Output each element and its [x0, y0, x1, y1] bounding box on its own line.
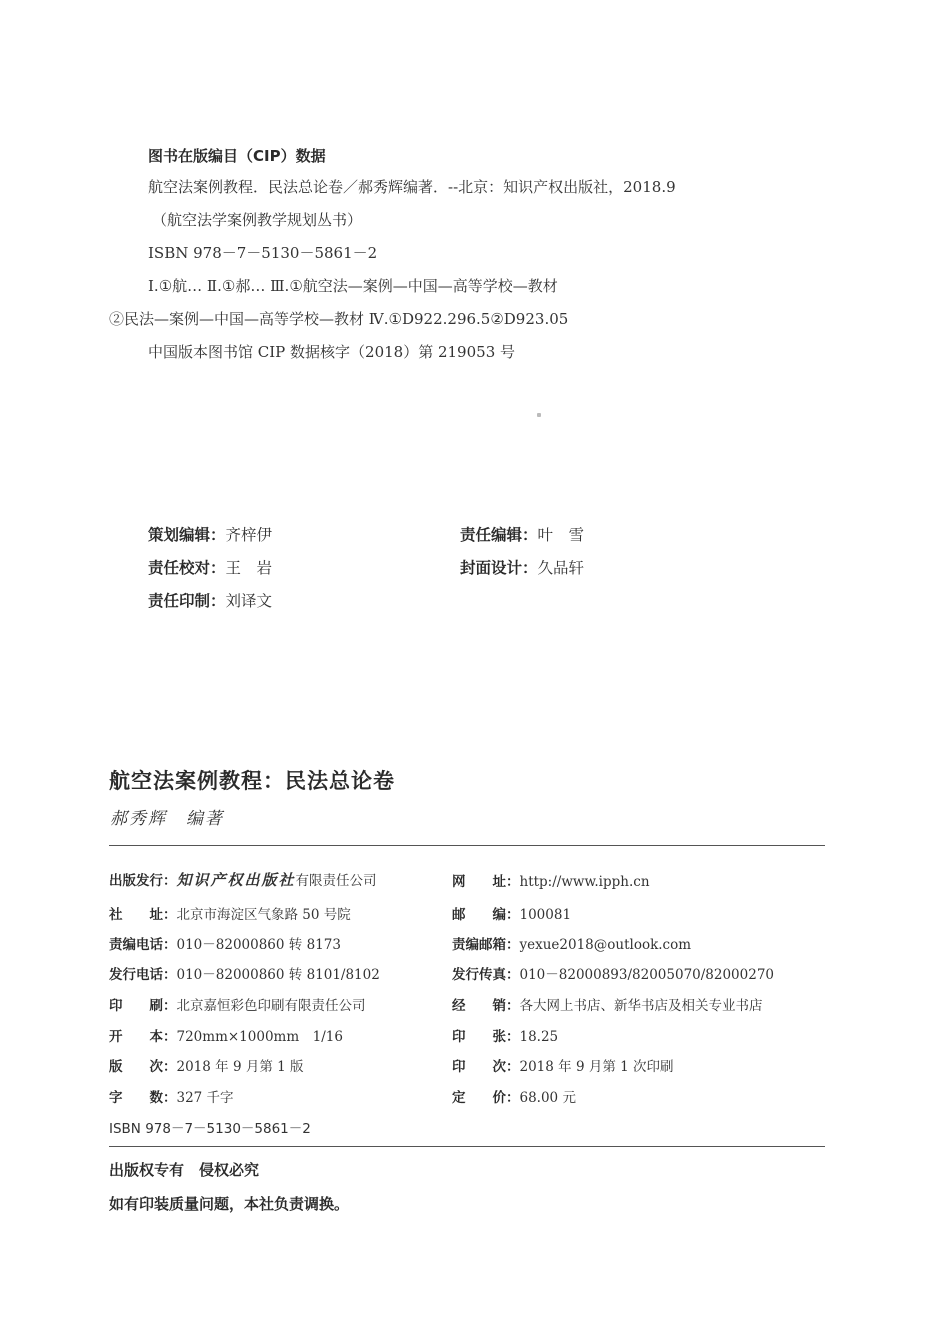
quality-notice: 如有印装质量问题，本社负责调换。 — [109, 1195, 350, 1213]
word-count-value: 327 千字 — [176, 1090, 234, 1106]
dist-fax-row — [452, 963, 774, 983]
cip-line-3: ISBN 978－7－5130－5861－2 — [148, 244, 378, 262]
dist-fax-label: 发行传真： — [452, 967, 520, 983]
address-label: 社 址： — [109, 907, 177, 923]
planning-editor — [148, 523, 272, 545]
distributor-label: 经 销： — [452, 998, 520, 1014]
word-count-label: 字 数： — [109, 1090, 177, 1106]
cip-line-5: ②民法—案例—中国—高等学校—教材 Ⅳ.①D922.296.5②D923.05 — [109, 310, 569, 328]
editor-email-label: 责编邮箱： — [452, 937, 520, 953]
publisher-label: 出版发行： — [109, 873, 177, 889]
format-row — [109, 1025, 343, 1045]
printing-row — [452, 1055, 674, 1075]
edition-label: 版 次： — [109, 1059, 177, 1075]
print-supervisor-value: 刘译文 — [225, 592, 273, 610]
printer-value: 北京嘉恒彩色印刷有限责任公司 — [176, 998, 366, 1014]
sheets-value: 18.25 — [519, 1029, 559, 1045]
website-row — [452, 870, 650, 890]
postcode-row — [452, 903, 571, 923]
price-value: 68.00 元 — [519, 1090, 576, 1106]
print-supervisor-label: 责任印制： — [148, 592, 226, 610]
cip-heading: 图书在版编目（CIP）数据 — [148, 147, 326, 165]
dist-phone-row — [109, 963, 380, 983]
divider-top — [109, 845, 825, 846]
editor-email-row — [452, 933, 691, 953]
divider-bottom — [109, 1146, 825, 1147]
print-supervisor — [148, 589, 272, 611]
responsible-editor-value: 叶 雪 — [537, 526, 585, 544]
address-row — [109, 903, 351, 923]
proofreader — [148, 556, 272, 578]
cip-line-2: （航空法学案例教学规划丛书） — [152, 211, 363, 229]
book-title: 航空法案例教程：民法总论卷 — [109, 769, 395, 793]
publisher-row — [109, 869, 377, 890]
cover-design-label: 封面设计： — [460, 559, 538, 577]
editor-phone-value: 010－82000860 转 8173 — [176, 937, 341, 953]
cip-line-1: 航空法案例教程．民法总论卷／郝秀辉编著．--北京：知识产权出版社，2018.9 — [148, 178, 676, 196]
sheets-row — [452, 1025, 558, 1045]
planning-editor-label: 策划编辑： — [148, 526, 226, 544]
planning-editor-value: 齐梓伊 — [225, 526, 273, 544]
dist-phone-value: 010－82000860 转 8101/8102 — [176, 967, 380, 983]
postcode-label: 邮 编： — [452, 907, 520, 923]
printing-label: 印 次： — [452, 1059, 520, 1075]
dist-fax-value: 010－82000893/82005070/82000270 — [519, 967, 775, 983]
copyright-notice: 出版权专有 侵权必究 — [109, 1161, 260, 1179]
proofreader-value: 王 岩 — [225, 559, 273, 577]
print-speck — [537, 413, 541, 417]
price-row — [452, 1086, 576, 1106]
cip-line-4: Ⅰ.①航… Ⅱ.①郝… Ⅲ.①航空法—案例—中国—高等学校—教材 — [148, 277, 558, 295]
cover-design — [460, 556, 584, 578]
cip-line-6: 中国版本图书馆 CIP 数据核字（2018）第 219053 号 — [148, 343, 516, 361]
publisher-suffix: 有限责任公司 — [295, 873, 377, 889]
editor-email-value: yexue2018@outlook.com — [519, 937, 692, 953]
format-value: 720mm×1000mm 1/16 — [176, 1029, 343, 1045]
dist-phone-label: 发行电话： — [109, 967, 177, 983]
isbn-line: ISBN 978－7－5130－5861－2 — [109, 1121, 311, 1137]
edition-row — [109, 1055, 304, 1075]
cover-design-value: 久品轩 — [537, 559, 585, 577]
responsible-editor-label: 责任编辑： — [460, 526, 538, 544]
format-label: 开 本： — [109, 1029, 177, 1045]
proofreader-label: 责任校对： — [148, 559, 226, 577]
website-label: 网 址： — [452, 874, 520, 890]
price-label: 定 价： — [452, 1090, 520, 1106]
edition-value: 2018 年 9 月第 1 版 — [176, 1059, 304, 1075]
word-count-row — [109, 1086, 234, 1106]
distributor-row — [452, 994, 763, 1014]
printer-row — [109, 994, 366, 1014]
printing-value: 2018 年 9 月第 1 次印刷 — [519, 1059, 674, 1075]
distributor-value: 各大网上书店、新华书店及相关专业书店 — [519, 998, 763, 1014]
postcode-value: 100081 — [519, 907, 572, 923]
editor-phone-row — [109, 933, 341, 953]
responsible-editor — [460, 523, 584, 545]
address-value: 北京市海淀区气象路 50 号院 — [176, 907, 351, 923]
website-value: http://www.ipph.cn — [519, 874, 650, 890]
printer-label: 印 刷： — [109, 998, 177, 1014]
sheets-label: 印 张： — [452, 1029, 520, 1045]
editor-phone-label: 责编电话： — [109, 937, 177, 953]
book-author: 郝秀辉 编著 — [110, 809, 224, 829]
publisher-name: 知识产权出版社 — [176, 871, 296, 889]
